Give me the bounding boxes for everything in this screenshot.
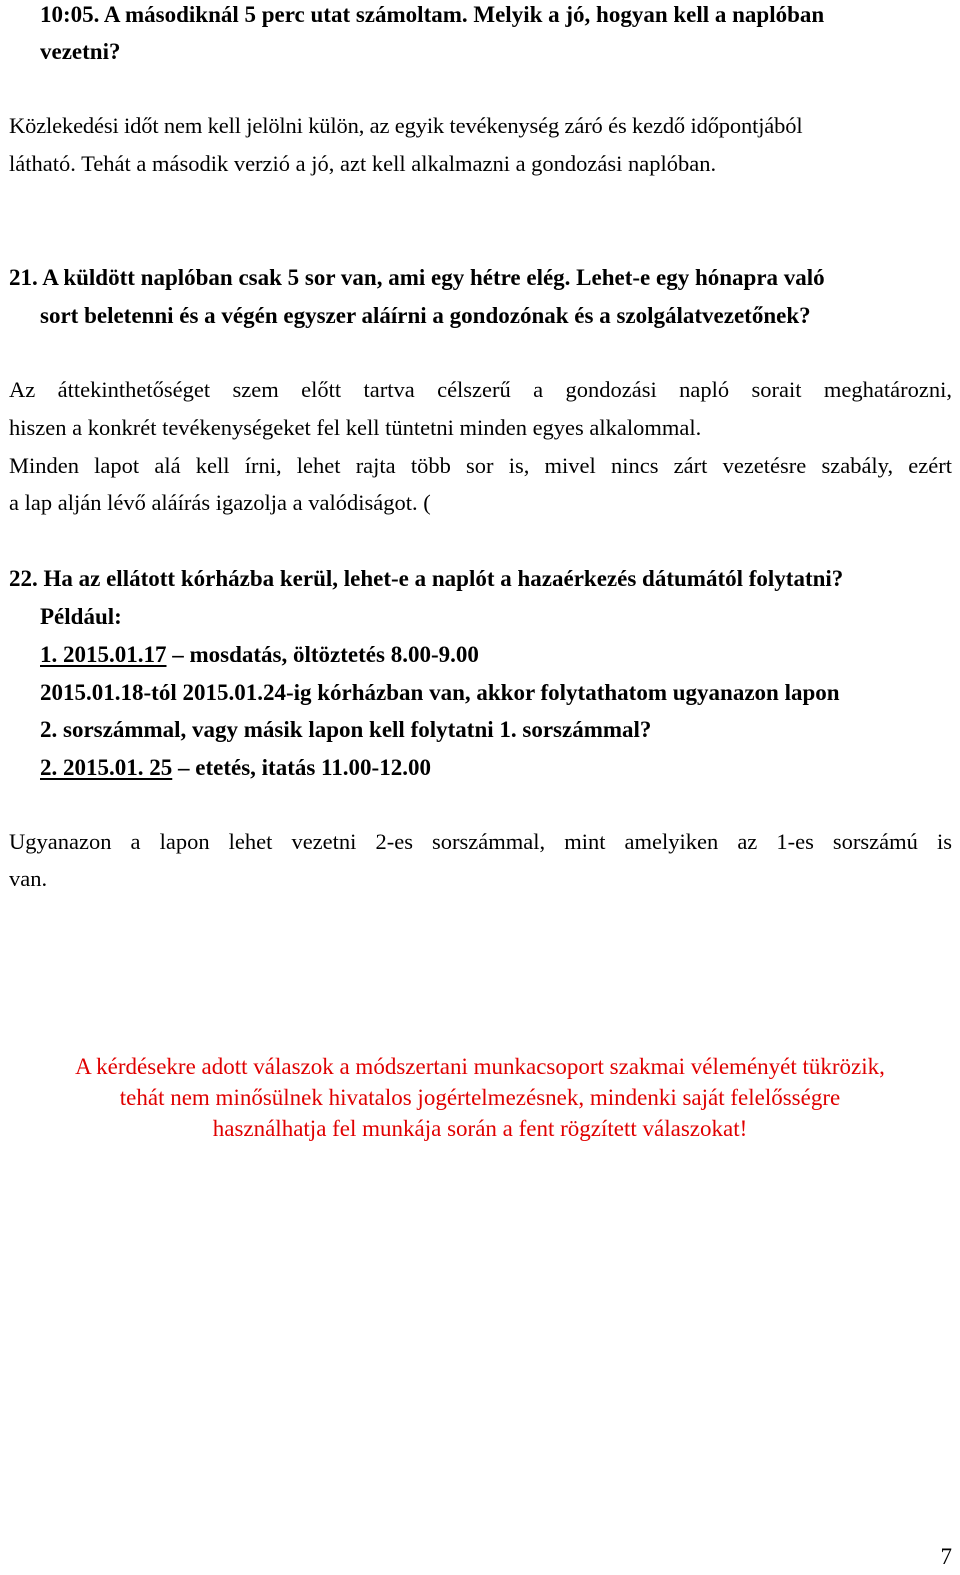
question-22-numbering-line: 2. sorszámmal, vagy másik lapon kell folytatni 1. sorszámmal? xyxy=(40,717,652,742)
example-entry-2-date: 2. 2015.01. 25 xyxy=(40,755,173,780)
answer-21-line-3: Minden lapot alá kell írni, lehet rajta több sor is, mivel nincs zárt vezetésre szabály, ezért xyxy=(9,453,952,478)
answer-21-line-2: hiszen a konkrét tevékenységeket fel kell tüntetni minden egyes alkalommal. xyxy=(9,415,702,440)
question-22-hospital-line: 2015.01.18-tól 2015.01.24-ig kórházban van, akkor folytathatom ugyanazon lapon xyxy=(40,680,840,705)
example-entry-1-activity: – mosdatás, öltöztetés 8.00-9.00 xyxy=(166,642,479,667)
question-20-line-2: vezetni? xyxy=(40,39,121,64)
answer-21-line-1: Az áttekinthetőséget szem előtt tartva célszerű a gondozási napló sorait meghatározni, xyxy=(9,377,952,402)
answer-22-line-1: Ugyanazon a lapon lehet vezetni 2-es sorszámmal, mint amelyiken az 1-es sorszámú is xyxy=(9,829,952,854)
example-entry-2 xyxy=(40,756,431,779)
disclaimer-line-1: A kérdésekre adott válaszok a módszertani munkacsoport szakmai véleményét tükrözik, xyxy=(75,1054,885,1079)
question-21-line-2: sort beletenni és a végén egyszer aláírni a gondozónak és a szolgálatvezetőnek? xyxy=(40,303,811,328)
question-22-line-1: 22. Ha az ellátott kórházba kerül, lehet-e a naplót a hazaérkezés dátumától folytatni? xyxy=(9,566,844,591)
example-entry-2-activity: – etetés, itatás 11.00-12.00 xyxy=(172,755,431,780)
example-label: Például: xyxy=(40,604,122,629)
disclaimer-line-3: használhatja fel munkája során a fent rögzített válaszokat! xyxy=(212,1116,748,1141)
disclaimer-line-2: tehát nem minősülnek hivatalos jogértelmezésnek, mindenki saját felelősségre xyxy=(119,1085,841,1110)
example-entry-1 xyxy=(40,643,479,666)
question-20-line-1: 10:05. A másodiknál 5 perc utat számoltam. Melyik a jó, hogyan kell a naplóban xyxy=(40,2,825,27)
answer-20-line-2: látható. Tehát a második verzió a jó, azt kell alkalmazni a gondozási naplóban. xyxy=(9,151,717,176)
question-21-line-1: 21. A küldött naplóban csak 5 sor van, ami egy hétre elég. Lehet-e egy hónapra való xyxy=(9,265,825,290)
answer-22-line-2: van. xyxy=(9,866,48,891)
answer-20-line-1: Közlekedési időt nem kell jelölni külön, az egyik tevékenység záró és kezdő időpontjából xyxy=(9,113,803,138)
answer-21-line-4: a lap alján lévő aláírás igazolja a valódiságot. ( xyxy=(9,490,431,515)
example-entry-1-date: 1. 2015.01.17 xyxy=(40,642,167,667)
page-number: 7 xyxy=(940,1544,952,1569)
